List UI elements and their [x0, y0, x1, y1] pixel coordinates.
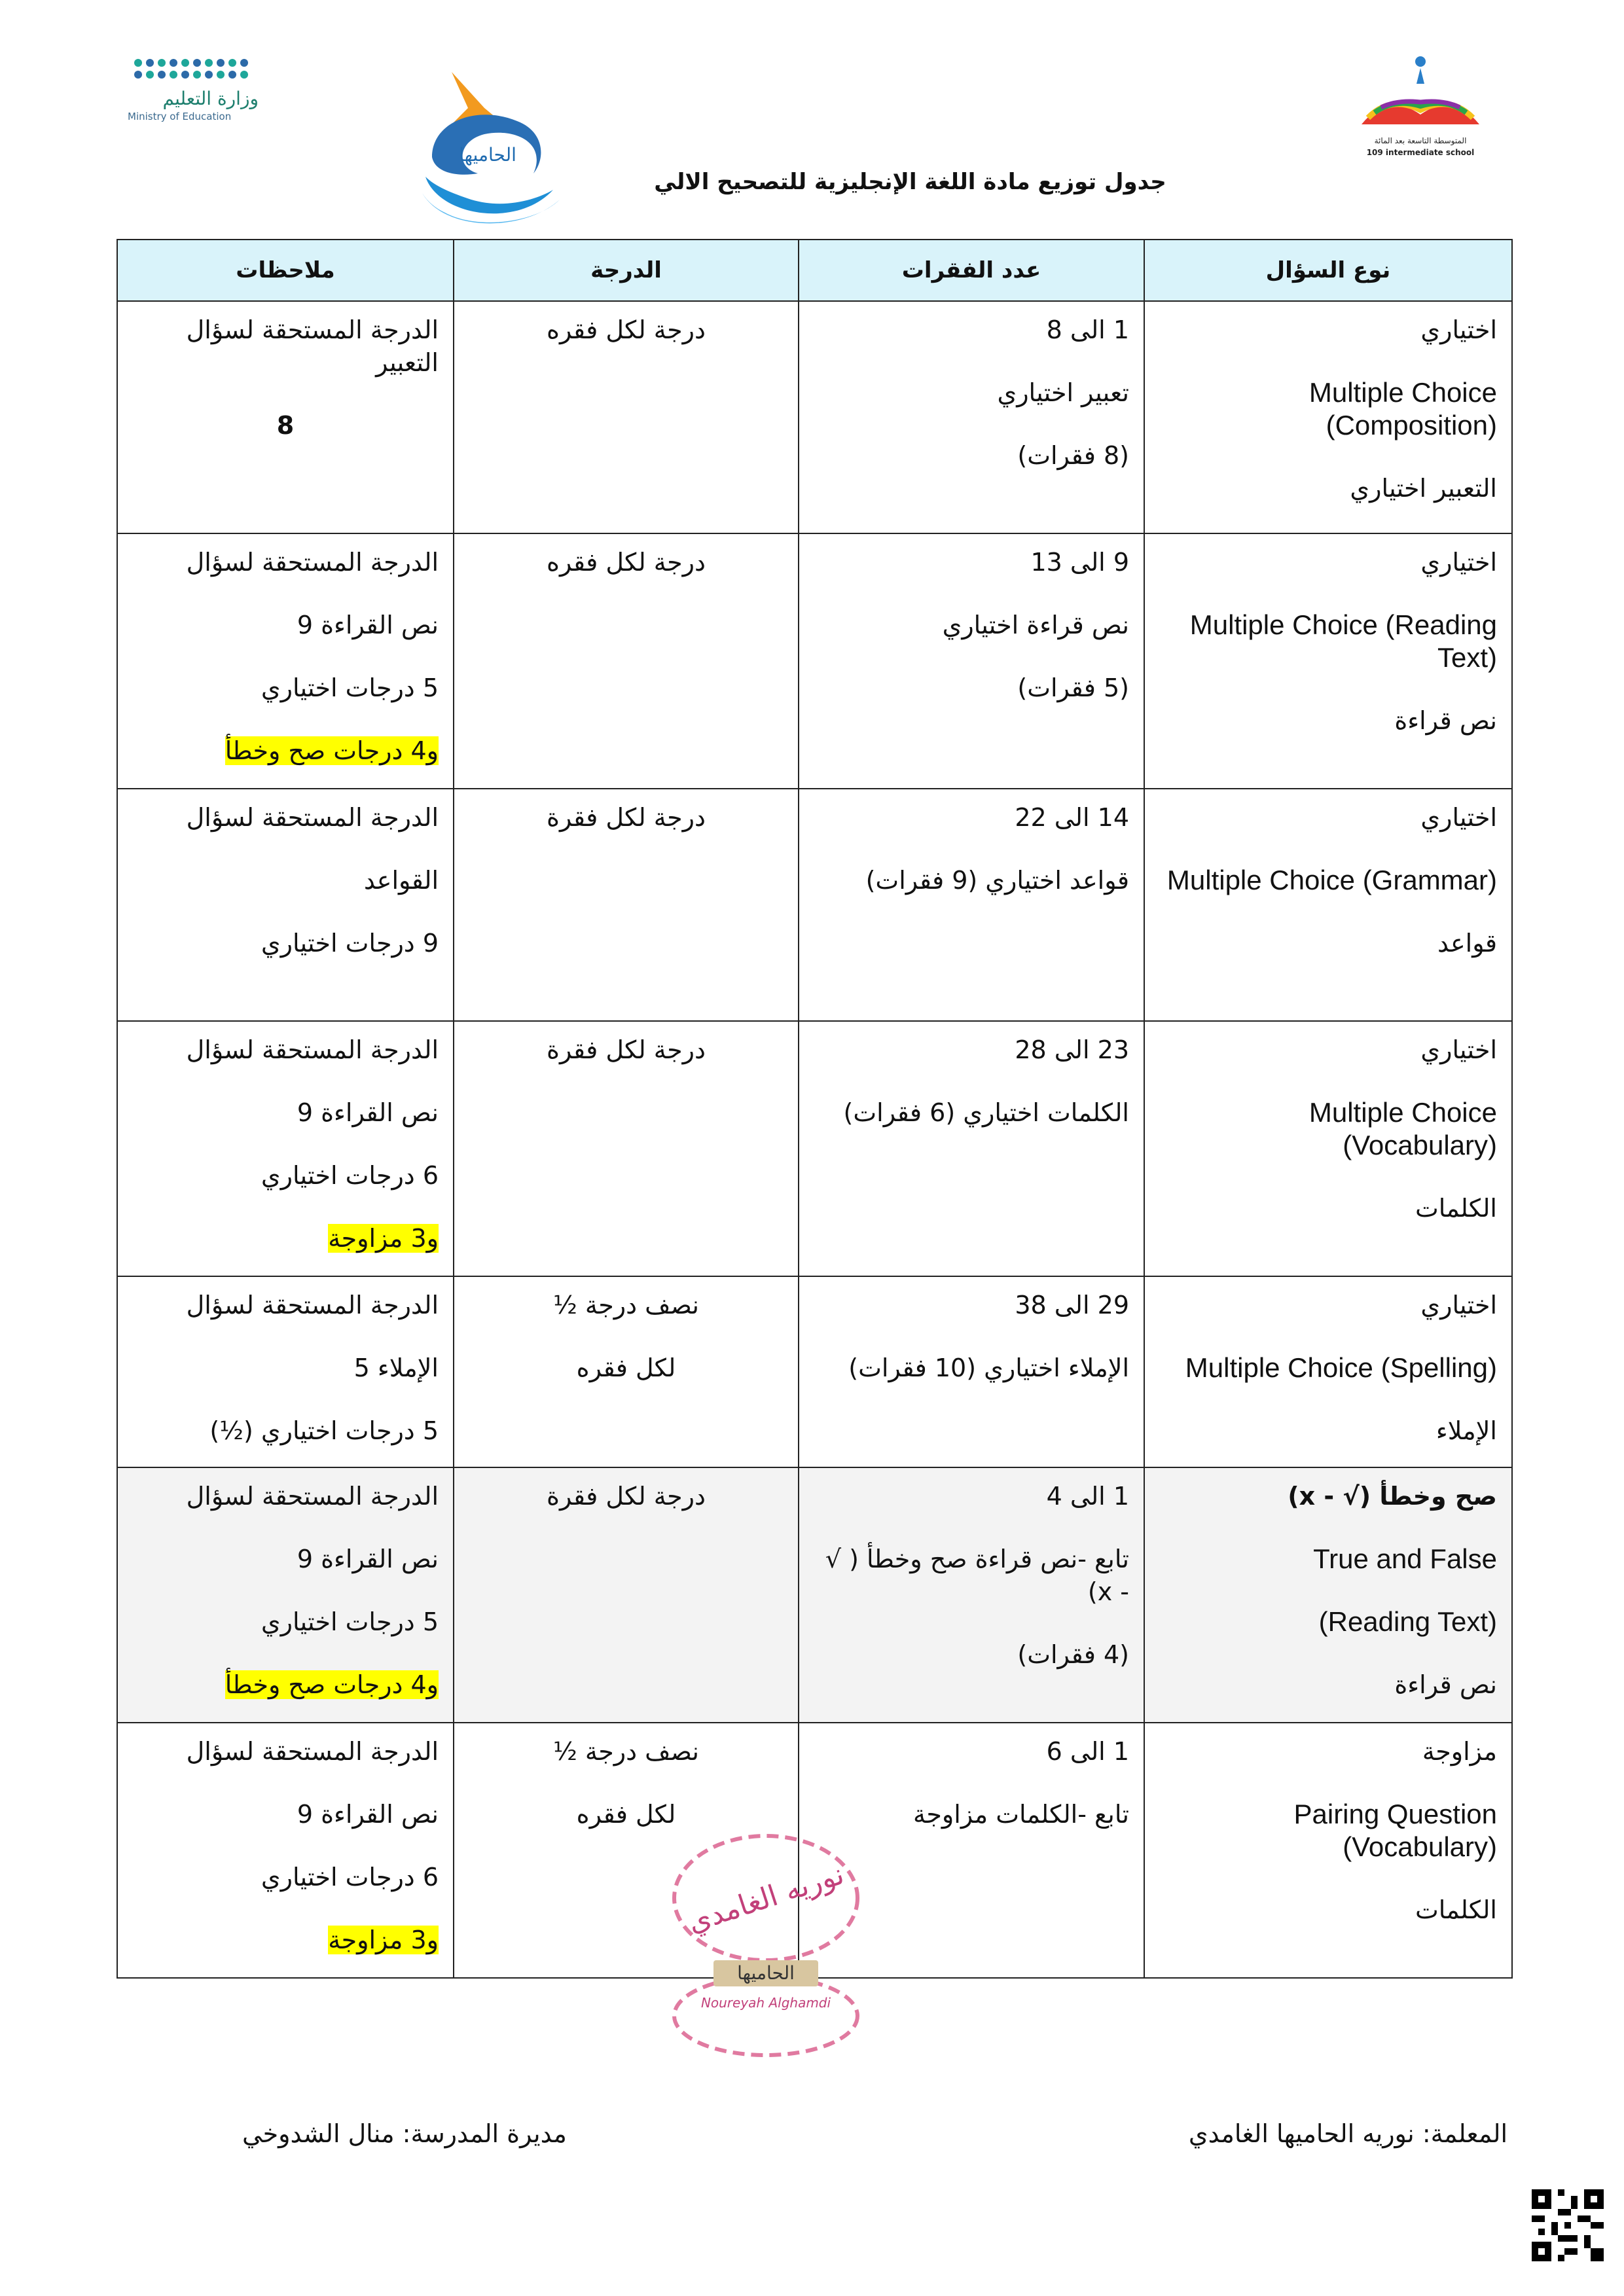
notes-cell	[117, 1467, 454, 1723]
notes-line: الدرجة المستحقة لسؤال	[186, 1291, 439, 1319]
type-ar2: الكلمات	[1415, 1194, 1497, 1223]
table-row	[117, 789, 1512, 1021]
grade-cell	[454, 301, 799, 533]
notes-cell	[117, 533, 454, 789]
question-type-cell	[1144, 1467, 1512, 1723]
notes-cell	[117, 1276, 454, 1467]
count-line: (8 فقرات)	[1017, 441, 1129, 470]
stamp-name-en: Noureyah Alghamdi	[700, 1995, 831, 2011]
type-ar: اختياري	[1420, 1291, 1497, 1319]
item-count-cell	[799, 1276, 1144, 1467]
notes-line: نص القراءة 9	[297, 1098, 439, 1127]
header-notes: ملاحظات	[117, 240, 454, 301]
ministry-logo	[128, 59, 259, 144]
item-count-cell	[799, 1467, 1144, 1723]
type-ar: اختياري	[1420, 548, 1497, 577]
table-row	[117, 301, 1512, 533]
item-range: 29 الى 38	[1015, 1291, 1129, 1319]
notes-highlight: و4 درجات صح وخطأ	[225, 736, 439, 765]
type-ar: صح وخطأ (√ - x)	[1288, 1482, 1497, 1511]
teacher-signature: المعلمة: نوريه الحاميها الغامدي	[1188, 2119, 1507, 2148]
header-grade: الدرجة	[454, 240, 799, 301]
table-row	[117, 1467, 1512, 1723]
notes-highlight: و3 مزاوجة	[328, 1926, 439, 1954]
type-en: Multiple Choice (Vocabulary)	[1308, 1097, 1497, 1160]
table-row	[117, 533, 1512, 789]
ministry-name-ar: وزارة التعليم	[162, 88, 259, 109]
type-ar2: نص قراءة	[1394, 1670, 1497, 1699]
notes-highlight-wrap	[132, 734, 439, 767]
grade-cell	[454, 1021, 799, 1276]
notes-line: 6 درجات اختياري	[261, 1161, 439, 1190]
count-line: تابع -نص قراءة صح وخطأ ( √ - x)	[825, 1545, 1129, 1606]
question-type-cell	[1144, 1021, 1512, 1276]
notes-line: الدرجة المستحقة لسؤال	[186, 1035, 439, 1064]
type-ar2: التعبير اختياري	[1350, 474, 1497, 503]
type-en: Multiple Choice (Composition)	[1308, 377, 1497, 440]
open-book-icon	[1348, 52, 1492, 131]
grade-text: درجة لكل فقره	[547, 548, 706, 577]
table-row	[117, 1276, 1512, 1467]
principal-signature: مديرة المدرسة: منال الشدوخي	[242, 2119, 567, 2148]
type-ar: اختياري	[1420, 315, 1497, 344]
question-type-cell	[1144, 1723, 1512, 1978]
header-item-count: عدد الفقرات	[799, 240, 1144, 301]
notes-highlight-wrap	[132, 1222, 439, 1255]
stamp-brand-ar: الحاميها	[737, 1962, 795, 1984]
notes-line: 5 درجات اختياري	[261, 673, 439, 702]
notes-line: الدرجة المستحقة لسؤال التعبير	[186, 315, 439, 377]
notes-line: الدرجة المستحقة لسؤال	[186, 1737, 439, 1766]
header-question-type: نوع السؤال	[1144, 240, 1512, 301]
grade-text: لكل فقره	[576, 1354, 676, 1382]
notes-line: 9 درجات اختياري	[261, 929, 439, 958]
item-range: 23 الى 28	[1015, 1035, 1129, 1064]
notes-line: الإملاء 5	[353, 1354, 439, 1382]
grade-cell	[454, 533, 799, 789]
teacher-stamp	[641, 1820, 890, 2068]
item-range: 14 الى 22	[1015, 803, 1129, 832]
notes-line: الدرجة المستحقة لسؤال	[186, 1482, 439, 1511]
type-ar: اختياري	[1420, 803, 1497, 832]
type-en: Pairing Question (Vocabulary)	[1293, 1799, 1497, 1862]
school-logo	[1348, 52, 1492, 164]
question-type-cell	[1144, 1276, 1512, 1467]
distribution-table	[117, 239, 1513, 1979]
notes-cell	[117, 301, 454, 533]
type-ar: مزاوجة	[1422, 1737, 1497, 1766]
item-range: 1 الى 6	[1046, 1737, 1129, 1766]
type-en2: (Reading Text)	[1318, 1606, 1497, 1637]
notes-line: نص القراءة 9	[297, 1800, 439, 1829]
notes-line: 5 درجات اختياري (½)	[209, 1416, 439, 1445]
notes-line: 5 درجات اختياري	[261, 1607, 439, 1636]
ministry-name-en: Ministry of Education	[128, 111, 232, 122]
question-type-cell	[1144, 301, 1512, 533]
item-count-cell	[799, 789, 1144, 1021]
type-en: Multiple Choice (Spelling)	[1185, 1352, 1497, 1383]
type-en: True and False	[1313, 1543, 1497, 1574]
notes-line: 6 درجات اختياري	[261, 1863, 439, 1892]
count-line: تعبير اختياري	[997, 378, 1129, 407]
school-name-ar: المتوسطة التاسعة بعد المائة	[1374, 136, 1467, 145]
notes-highlight-wrap	[132, 1668, 439, 1701]
document-title: جدول توزيع مادة اللغة الإنجليزية للتصحيح الالي	[654, 169, 1166, 195]
grade-text: نصف درجة ½	[553, 1737, 699, 1766]
ministry-dots-icon	[134, 59, 259, 79]
notes-line: نص القراءة 9	[297, 611, 439, 639]
grade-cell	[454, 789, 799, 1021]
notes-line: نص القراءة 9	[297, 1545, 439, 1573]
question-type-cell	[1144, 789, 1512, 1021]
type-en: Multiple Choice (Reading Text)	[1189, 609, 1497, 673]
item-count-cell	[799, 301, 1144, 533]
alhamiha-logo-text: الحاميها	[459, 144, 516, 166]
grade-text: درجة لكل فقرة	[547, 803, 706, 832]
type-ar2: نص قراءة	[1394, 706, 1497, 735]
stamp-name-ar: نوريه الغامدي	[683, 1857, 848, 1939]
item-range: 1 الى 4	[1046, 1482, 1129, 1511]
notes-line: 8	[276, 411, 295, 440]
count-line: الإملاء اختياري (10 فقرات)	[848, 1354, 1129, 1382]
notes-highlight: و3 مزاوجة	[328, 1224, 439, 1253]
qr-code-icon	[1532, 2189, 1604, 2261]
grade-text: درجة لكل فقره	[547, 315, 706, 344]
question-type-cell	[1144, 533, 1512, 789]
grade-cell	[454, 1467, 799, 1723]
notes-cell	[117, 789, 454, 1021]
type-en: Multiple Choice (Grammar)	[1166, 865, 1497, 895]
grade-text: لكل فقره	[576, 1800, 676, 1829]
item-count-cell	[799, 1021, 1144, 1276]
table-row	[117, 1021, 1512, 1276]
notes-highlight: و4 درجات صح وخطأ	[225, 1670, 439, 1699]
type-ar: اختياري	[1420, 1035, 1497, 1064]
item-count-cell	[799, 533, 1144, 789]
table-header-row	[117, 240, 1512, 301]
item-range: 1 الى 8	[1046, 315, 1129, 344]
count-line: (4 فقرات)	[1017, 1640, 1129, 1669]
count-line: قواعد اختياري (9 فقرات)	[865, 866, 1129, 895]
count-line: تابع -الكلمات مزاوجة	[913, 1800, 1129, 1829]
grade-text: نصف درجة ½	[553, 1291, 699, 1319]
item-range: 9 الى 13	[1030, 548, 1129, 577]
count-line: الكلمات اختياري (6 فقرات)	[843, 1098, 1129, 1127]
notes-line: القواعد	[363, 866, 439, 895]
school-name-en: 109 intermediate school	[1366, 148, 1475, 157]
notes-line: الدرجة المستحقة لسؤال	[186, 803, 439, 832]
count-line: (5 فقرات)	[1017, 673, 1129, 702]
type-ar2: قواعد	[1437, 929, 1497, 958]
notes-highlight-wrap	[132, 1924, 439, 1956]
grade-text: درجة لكل فقرة	[547, 1035, 706, 1064]
notes-cell	[117, 1723, 454, 1978]
count-line: نص قراءة اختياري	[942, 611, 1129, 639]
grade-text: درجة لكل فقرة	[547, 1482, 706, 1511]
type-ar2: الإملاء	[1435, 1416, 1497, 1445]
alhamiha-logo	[406, 59, 569, 229]
grade-cell	[454, 1276, 799, 1467]
notes-cell	[117, 1021, 454, 1276]
type-ar2: الكلمات	[1415, 1895, 1497, 1924]
notes-line: الدرجة المستحقة لسؤال	[186, 548, 439, 577]
